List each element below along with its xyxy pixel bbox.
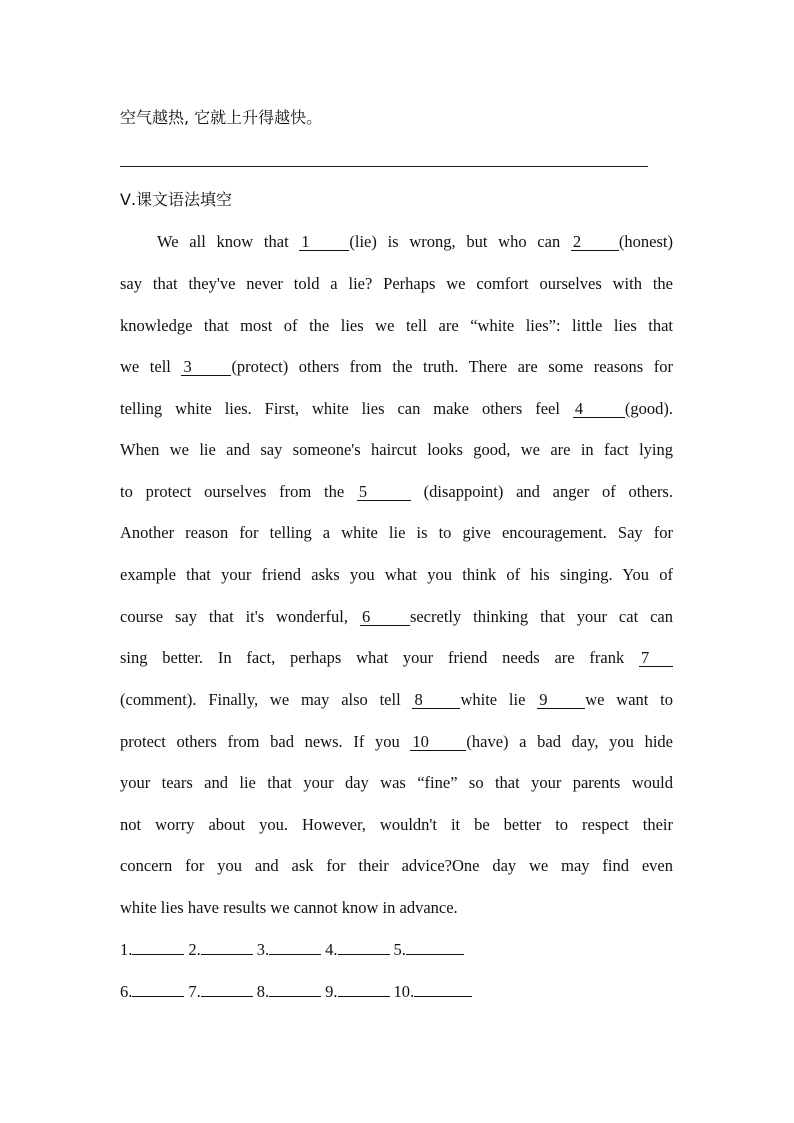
passage-line-1: We all know that 1 (lie) is wrong, but who can 2 (honest): [157, 232, 673, 251]
answer-row-2: [120, 982, 476, 1002]
answer-label-5: 5.: [393, 940, 406, 959]
answer-blank-1[interactable]: [132, 940, 184, 955]
answer-label-2: 2.: [188, 940, 201, 959]
passage-line-5: telling white lies. First, white lies can make others feel 4 (good).: [120, 399, 673, 418]
translation-sentence: 空气越热, 它就上升得越快。: [120, 108, 323, 127]
section-title: Ⅴ.课文语法填空: [120, 190, 233, 209]
answer-label-6: 6.: [120, 982, 133, 1001]
blank-3: 3: [181, 359, 231, 376]
blank-9: 9: [537, 692, 585, 709]
passage-line-3: knowledge that most of the lies we tell are “white lies”: little lies that: [120, 316, 673, 335]
passage-line-7: to protect ourselves from the 5 (disappoint) and anger of others.: [120, 482, 673, 501]
passage-line-8: Another reason for telling a white lie is to give encouragement. Say for: [120, 523, 673, 542]
answer-label-9: 9.: [325, 982, 338, 1001]
blank-2: 2: [571, 234, 619, 251]
passage-line-14: your tears and lie that your day was “fine” so that your parents would: [120, 773, 673, 792]
answer-blank-2[interactable]: [201, 940, 253, 955]
answer-blank-4[interactable]: [338, 940, 390, 955]
blank-8: 8: [412, 692, 460, 709]
passage-line-13: protect others from bad news. If you 10 (have) a bad day, you hide: [120, 732, 673, 751]
answer-blank-6[interactable]: [132, 982, 184, 997]
passage-line-12: (comment). Finally, we may also tell 8 white lie 9 we want to: [120, 690, 673, 709]
blank-5: 5: [357, 484, 411, 501]
answer-blank-8[interactable]: [269, 982, 321, 997]
answer-label-7: 7.: [188, 982, 201, 1001]
blank-10: 10: [410, 734, 466, 751]
answer-blank-5[interactable]: [406, 940, 464, 955]
passage-line-2: say that they've never told a lie? Perhaps we comfort ourselves with the: [120, 274, 673, 293]
answer-label-1: 1.: [120, 940, 133, 959]
passage-line-4: we tell 3 (protect) others from the truth. There are some reasons for: [120, 357, 673, 376]
blank-1: 1: [299, 234, 349, 251]
passage-line-11: sing better. In fact, perhaps what your friend needs are frank 7: [120, 648, 673, 668]
passage-line-16: concern for you and ask for their advice?One day we may find even: [120, 856, 673, 875]
passage-line-17: white lies have results we cannot know in advance.: [120, 898, 458, 917]
blank-4: 4: [573, 401, 625, 418]
answer-label-10: 10.: [393, 982, 415, 1001]
answer-blank-10[interactable]: [414, 982, 472, 997]
answer-row-1: [120, 940, 468, 960]
blank-6: 6: [360, 609, 410, 626]
answer-blank-3[interactable]: [269, 940, 321, 955]
passage-line-15: not worry about you. However, wouldn't it be better to respect their: [120, 815, 673, 834]
blank-7: 7: [639, 650, 673, 667]
passage-line-10: course say that it's wonderful, 6 secretly thinking that your cat can: [120, 607, 673, 626]
answer-blank-9[interactable]: [338, 982, 390, 997]
answer-label-3: 3.: [256, 940, 270, 959]
answer-blank-7[interactable]: [201, 982, 253, 997]
passage-line-9: example that your friend asks you what you think of his singing. You of: [120, 565, 673, 584]
answer-label-8: 8.: [256, 982, 270, 1001]
passage-line-6: When we lie and say someone's haircut looks good, we are in fact lying: [120, 440, 673, 459]
answer-label-4: 4.: [325, 940, 338, 959]
translation-answer-line: [120, 166, 648, 167]
